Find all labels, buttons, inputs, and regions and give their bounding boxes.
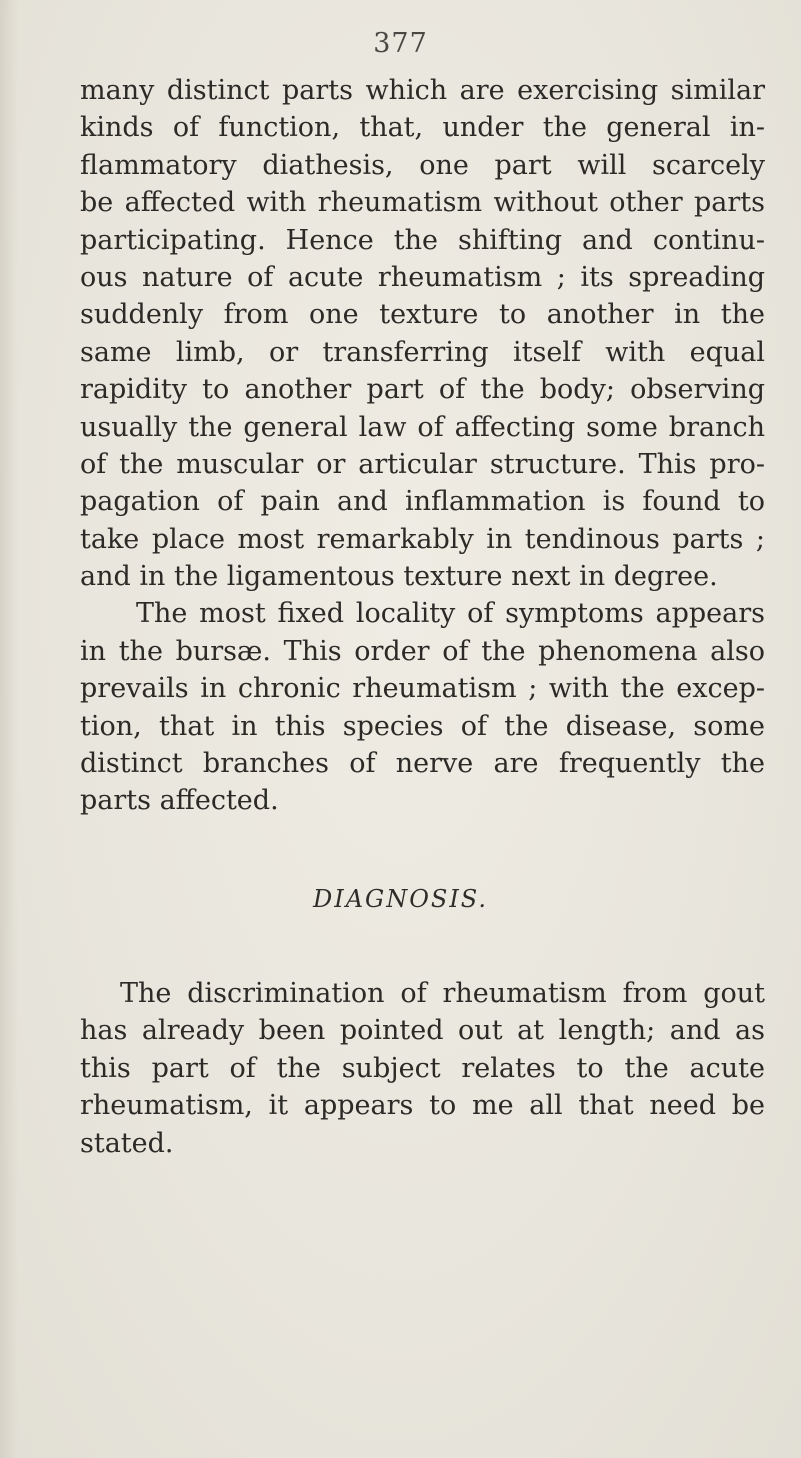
- text-line: rapidity to another part of the body; observing: [80, 374, 765, 406]
- text-line: The most fixed locality of symptoms appears: [136, 598, 765, 630]
- text-line: stated.: [80, 1127, 174, 1159]
- text-line: distinct branches of nerve are frequently the: [80, 748, 765, 780]
- text-line: this part of the subject relates to the acute: [80, 1052, 765, 1084]
- spine-shadow: [0, 0, 18, 1458]
- text-line: has already been pointed out at length; and as: [80, 1015, 765, 1047]
- text-line: pagation of pain and inflammation is found to: [80, 486, 765, 518]
- text-line: same limb, or transferring itself with equal: [80, 336, 765, 368]
- text-line: many distinct parts which are exercising similar: [80, 75, 765, 106]
- text-line: parts affected.: [80, 785, 279, 817]
- body-text: [80, 72, 765, 820]
- text-line: ous nature of acute rheumatism ; its spreading: [80, 261, 765, 293]
- page-number: 377: [373, 28, 428, 59]
- text-line: suddenly from one texture to another in the: [80, 299, 765, 331]
- text-line: kinds of function, that, under the general in-: [80, 112, 765, 144]
- text-line: take place most remarkably in tendinous parts ;: [80, 523, 765, 555]
- text-line: be affected with rheumatism without other parts: [80, 187, 765, 219]
- text-line: usually the general law of affecting some branch: [80, 411, 765, 443]
- text-line: of the muscular or articular structure. This pro-: [80, 448, 765, 480]
- text-line: rheumatism, it appears to me all that need be: [80, 1090, 765, 1122]
- body-text-diagnosis: [80, 975, 765, 1162]
- text-line: participating. Hence the shifting and continu-: [80, 224, 765, 256]
- text-line: tion, that in this species of the disease, some: [80, 710, 765, 742]
- text-line: flammatory diathesis, one part will scarcely: [80, 149, 765, 181]
- text-line: in the bursæ. This order of the phenomena also: [80, 635, 765, 667]
- text-line: prevails in chronic rheumatism ; with the excep-: [80, 673, 765, 705]
- text-line: and in the ligamentous texture next in degree.: [80, 561, 718, 593]
- section-heading: DIAGNOSIS.: [312, 885, 489, 913]
- text-line: The discrimination of rheumatism from gout: [120, 978, 765, 1009]
